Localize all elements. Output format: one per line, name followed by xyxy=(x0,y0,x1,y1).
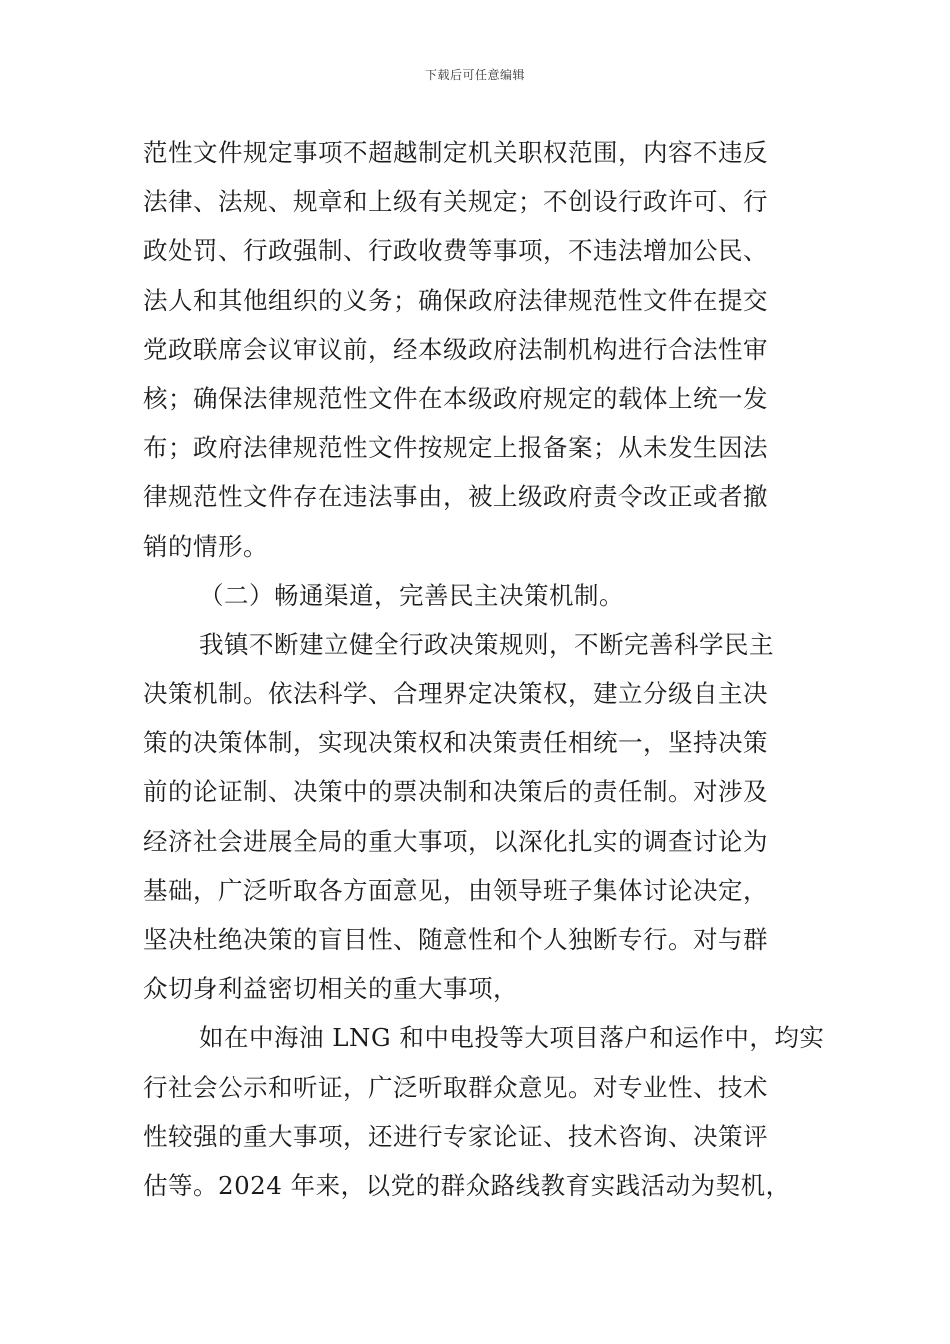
text-line: 前的论证制、决策中的票决制和决策后的责任制。对涉及 xyxy=(143,777,768,807)
text-line: 众切身利益密切相关的重大事项， xyxy=(143,974,518,1004)
text-line: 销的情形。 xyxy=(143,531,268,561)
text-line: 法律、法规、规章和上级有关规定；不创设行政许可、行 xyxy=(143,187,768,217)
text-line: 布；政府法律规范性文件按规定上报备案；从未发生因法 xyxy=(143,433,768,463)
text-line: 基础，广泛听取各方面意见，由领导班子集体讨论决定， xyxy=(143,875,768,905)
text-line: 坚决杜绝决策的盲目性、随意性和个人独断专行。对与群 xyxy=(143,925,768,954)
paragraph xyxy=(143,620,808,1014)
text-line: 法人和其他组织的义务；确保政府法律规范性文件在提交 xyxy=(143,285,768,315)
paragraph xyxy=(143,128,808,571)
text-line: 策的决策体制，实现决策权和决策责任相统一，坚持决策 xyxy=(143,728,768,758)
text-line: 核；确保法律规范性文件在本级政府规定的载体上统一发 xyxy=(143,383,768,413)
section-heading-text: （二）畅通渠道，完善民主决策机制。 xyxy=(199,580,624,610)
text-line: 性较强的重大事项，还进行专家论证、技术咨询、决策评 xyxy=(143,1121,768,1151)
text-line: 决策机制。依法科学、合理界定决策权，建立分级自主决 xyxy=(143,679,768,709)
text-line: 行社会公示和听证，广泛听取群众意见。对专业性、技术 xyxy=(143,1072,768,1102)
section-heading xyxy=(143,571,808,620)
text-line: 经济社会进展全局的重大事项，以深化扎实的调查讨论为 xyxy=(143,826,768,856)
text-line: 党政联席会议审议前，经本级政府法制机构进行合法性审 xyxy=(143,334,768,364)
text-line: 范性文件规定事项不超越制定机关职权范围，内容不违反 xyxy=(143,138,768,167)
page-header-note: 下载后可任意编辑 xyxy=(424,68,525,82)
text-line: 律规范性文件存在违法事由，被上级政府责令改正或者撤 xyxy=(143,482,768,512)
text-line: 我镇不断建立健全行政决策规则，不断完善科学民主 xyxy=(199,629,774,659)
text-line: 政处罚、行政强制、行政收费等事项，不违法增加公民、 xyxy=(143,236,768,266)
text-line: 如在中海油 LNG 和中电投等大项目落户和运作中，均实 xyxy=(199,1023,825,1053)
document-body xyxy=(143,128,825,1210)
text-line: 估等。2024 年来，以党的群众路线教育实践活动为契机， xyxy=(143,1170,791,1200)
paragraph xyxy=(143,1013,825,1210)
